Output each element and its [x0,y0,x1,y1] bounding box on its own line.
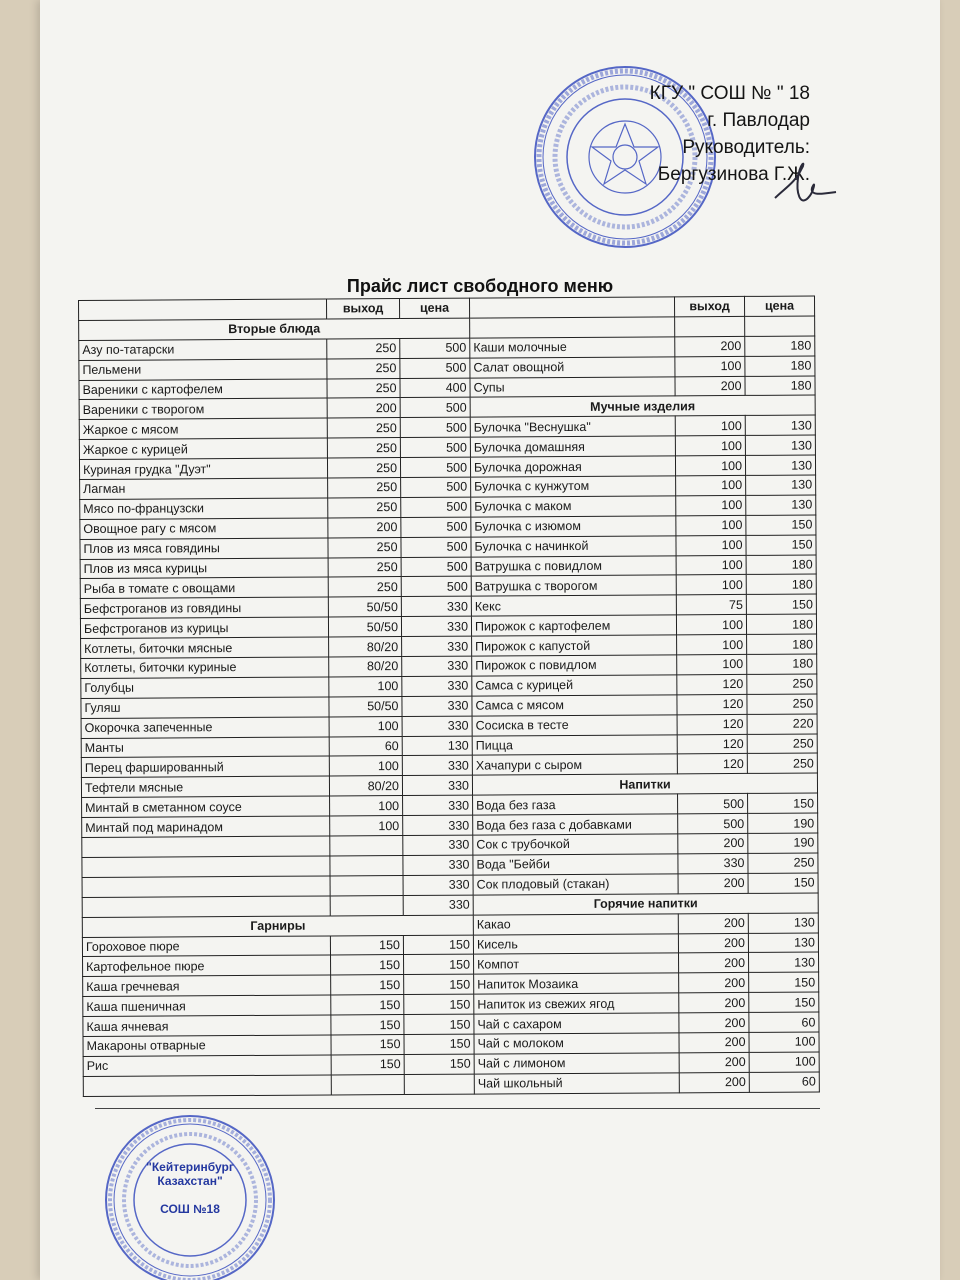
dish-name: Каши молочные [470,337,675,358]
dish-price: 150 [404,974,474,994]
dish-price: 130 [745,415,815,435]
dish-price: 130 [745,455,815,475]
header-line-name: Бергузинова Г.Ж. [657,164,810,185]
dish-name: Пельмени [79,359,327,380]
dish-output: 200 [679,1032,749,1052]
dish-name: Перец фаршированный [81,756,329,777]
dish-output: 250 [327,338,400,358]
table-row [83,1072,819,1096]
dish-price: 330 [402,656,472,676]
dish-price: 330 [403,835,473,855]
dish-output [675,316,745,336]
dish-output: 100 [330,796,403,816]
header-empty-right [469,297,674,318]
dish-output: 150 [331,1054,404,1074]
dish-name: Котлеты, биточки мясные [81,637,329,658]
dish-name: Чай с лимоном [474,1053,679,1074]
dish-price: 330 [401,596,471,616]
dish-name: Булочка с начинкой [471,536,676,557]
dish-price: 150 [746,535,816,555]
dish-output: 200 [675,336,745,356]
dish-name: Мясо по-французски [80,498,328,519]
dish-price: 330 [403,855,473,875]
dish-price: 180 [745,356,815,376]
dish-name: Хачапури с сыром [472,754,677,775]
dish-output: 75 [676,595,746,615]
dish-output [330,895,403,915]
dish-name [82,896,330,917]
dish-output: 250 [327,458,400,478]
dish-output: 150 [330,935,403,955]
dish-name: Чай с сахаром [474,1013,679,1034]
dish-output: 150 [331,955,404,975]
dish-output: 100 [330,816,403,836]
dish-price: 500 [401,557,471,577]
dish-name: Пирожок с повидлом [472,655,677,676]
dish-price: 180 [746,614,816,634]
dish-price: 150 [404,1054,474,1074]
dish-name: Бефстроганов из говядины [80,597,328,618]
dish-output: 100 [676,475,746,495]
dish-name: Кекс [471,595,676,616]
dish-price: 500 [401,497,471,517]
dish-output [330,836,403,856]
dish-price: 180 [746,574,816,594]
dish-price: 190 [748,813,818,833]
dish-name: Напиток из свежих ягод [474,993,679,1014]
header-line-school: КГУ " СОШ № " 18 [649,83,810,104]
dish-price: 100 [749,1032,819,1052]
dish-name: Пирожок с капустой [472,635,677,656]
dish-name: Каша пшеничная [83,995,331,1016]
dish-output: 330 [678,853,748,873]
dish-name: Чай школьный [474,1073,679,1094]
dish-output: 200 [675,376,745,396]
dish-name: Голубцы [81,677,329,698]
dish-price: 500 [401,517,471,537]
dish-price: 150 [746,594,816,614]
dish-price: 500 [400,417,470,437]
dish-output: 250 [327,378,400,398]
dish-price: 250 [748,853,818,873]
dish-price: 500 [400,358,470,378]
dish-output: 100 [676,615,746,635]
dish-name [82,836,330,857]
header-right-output: выход [674,296,744,316]
dish-output: 200 [679,1012,749,1032]
dish-name: Вода "Бейби [473,854,678,875]
dish-price: 500 [400,398,470,418]
dish-price: 150 [404,1034,474,1054]
dish-name: Манты [81,737,329,758]
dish-output: 80/20 [329,776,402,796]
section-heading: Вторые блюда [79,318,470,340]
header-empty-left [79,299,327,320]
dish-name: Чай с молоком [474,1033,679,1054]
dish-output: 80/20 [329,657,402,677]
dish-name: Азу по-татарски [79,339,327,360]
dish-output: 200 [679,993,749,1013]
dish-name: Минтай в сметанном соусе [82,796,330,817]
dish-output: 250 [328,497,401,517]
dish-output: 200 [679,953,749,973]
dish-name: Минтай под маринадом [82,816,330,837]
dish-output: 80/20 [329,637,402,657]
dish-name: Ватрушка с творогом [471,575,676,596]
dish-name: Сосиска в тесте [472,715,677,736]
dish-name: Гороховое пюре [82,935,330,956]
dish-output: 500 [678,814,748,834]
dish-name: Жаркое с мясом [79,418,327,439]
dish-price: 150 [404,1014,474,1034]
dish-output: 200 [678,933,748,953]
dish-name: Самса с курицей [472,675,677,696]
dish-price: 500 [400,457,470,477]
dish-price: 250 [747,753,817,773]
dish-price: 330 [403,795,473,815]
dish-output: 250 [327,358,400,378]
header-left-output: выход [326,299,399,319]
dish-name: Ватрушка с повидлом [471,555,676,576]
seal-name-line1: "Кейтеринбург [146,1160,234,1174]
dish-price: 330 [402,636,472,656]
dish-price: 130 [749,952,819,972]
dish-output: 150 [331,975,404,995]
header-line-city: г. Павлодар [707,110,810,131]
dish-output [331,1074,404,1094]
dish-name: Сок плодовый (стакан) [473,874,678,895]
dish-name: Картофельное пюре [83,955,331,976]
dish-output: 100 [676,555,746,575]
dish-output: 50/50 [328,597,401,617]
document-title: Прайс лист свободного меню [346,276,614,296]
dish-output: 60 [329,736,402,756]
dish-price: 150 [746,515,816,535]
dish-name: Плов из мяса говядины [80,538,328,559]
header-right-price: цена [744,296,814,316]
dish-output: 200 [678,833,748,853]
dish-output: 100 [675,436,745,456]
signature-icon [770,158,840,218]
header-left-price: цена [399,298,469,318]
dish-name: Рис [83,1055,331,1076]
dish-name: Куриная грудка "Дуэт" [79,458,327,479]
seal-school-number: СОШ №18 [160,1202,220,1216]
dish-price: 60 [749,1072,819,1092]
dish-output: 120 [677,734,747,754]
dish-output: 150 [331,1034,404,1054]
dish-name: Макароны отварные [83,1035,331,1056]
dish-price: 60 [749,1012,819,1032]
dish-name: Салат овощной [470,357,675,378]
dish-name: Овощное рагу с мясом [80,518,328,539]
dish-name: Булочка "Веснушка" [470,416,675,437]
dish-name: Каша гречневая [83,975,331,996]
dish-output: 100 [676,575,746,595]
dish-price: 250 [747,734,817,754]
dish-output: 150 [331,995,404,1015]
dish-output: 250 [327,438,400,458]
dish-price: 150 [749,992,819,1012]
dish-price: 130 [748,932,818,952]
dish-name: Плов из мяса курицы [80,558,328,579]
dish-price: 330 [403,875,473,895]
dish-name: Кисель [473,933,678,954]
dish-output: 200 [328,517,401,537]
dish-output: 500 [678,794,748,814]
dish-name: Напиток Мозаика [474,973,679,994]
dish-output: 100 [675,356,745,376]
dish-price: 190 [748,833,818,853]
dish-name: Вода без газа [473,794,678,815]
dish-name: Пицца [472,734,677,755]
dish-output: 100 [677,635,747,655]
dish-price: 330 [403,815,473,835]
dish-price: 100 [749,1052,819,1072]
dish-output: 100 [329,756,402,776]
dish-output: 100 [676,515,746,535]
dish-name [470,317,675,338]
price-table [78,295,820,1096]
dish-output: 100 [329,676,402,696]
dish-name: Вареники с творогом [79,398,327,419]
dish-price: 130 [748,913,818,933]
section-heading: Напитки [472,773,817,795]
dish-name [83,1075,331,1096]
dish-price: 150 [404,954,474,974]
dish-name: Рыба в томате с овощами [80,577,328,598]
dish-name: Сок с трубочкой [473,834,678,855]
dish-name: Котлеты, биточки куриные [81,657,329,678]
dish-name: Тефтели мясные [81,776,329,797]
dish-output: 50/50 [328,617,401,637]
dish-price: 330 [401,616,471,636]
dish-price: 150 [748,873,818,893]
dish-output: 200 [679,973,749,993]
dish-output: 120 [677,694,747,714]
dish-output: 120 [677,674,747,694]
dish-price: 180 [747,654,817,674]
dish-price: 330 [402,775,472,795]
dish-price: 220 [747,714,817,734]
dish-price: 250 [747,674,817,694]
dish-output [330,855,403,875]
dish-name: Вареники с картофелем [79,379,327,400]
dish-name [82,856,330,877]
dish-price: 150 [749,972,819,992]
dish-name: Жаркое с курицей [79,438,327,459]
dish-price: 130 [746,475,816,495]
dish-name: Окорочка запеченные [81,717,329,738]
dish-output: 200 [678,873,748,893]
dish-price: 500 [400,437,470,457]
dish-price [404,1074,474,1094]
dish-price [745,316,815,336]
company-seal-text [140,1160,240,1216]
dish-price: 330 [402,716,472,736]
dish-name [82,876,330,897]
header-line-role: Руководитель: [682,137,810,158]
dish-name: Пирожок с картофелем [471,615,676,636]
dish-output: 100 [675,456,745,476]
dish-output: 200 [679,1052,749,1072]
dish-output: 250 [328,577,401,597]
dish-price: 330 [402,756,472,776]
dish-price: 500 [400,338,470,358]
dish-price: 150 [748,793,818,813]
dish-name: Каша ячневая [83,1015,331,1036]
dish-name: Вода без газа с добавками [473,814,678,835]
dish-output: 100 [676,495,746,515]
dish-name: Булочка дорожная [470,456,675,477]
dish-name: Гуляш [81,697,329,718]
dish-output: 250 [328,537,401,557]
dish-price: 130 [402,736,472,756]
dish-price: 500 [401,537,471,557]
dish-name: Супы [470,376,675,397]
section-heading: Гарниры [82,915,473,937]
dish-output [330,875,403,895]
dish-price: 250 [747,694,817,714]
dish-name: Бефстроганов из курицы [80,617,328,638]
dish-price: 400 [400,378,470,398]
dish-price: 330 [402,696,472,716]
dish-price: 150 [404,994,474,1014]
section-heading: Горячие напитки [473,893,818,915]
dish-price: 150 [403,935,473,955]
dish-name: Булочка с изюмом [471,516,676,537]
dish-output: 200 [678,913,748,933]
dish-name: Какао [473,913,678,934]
dish-name: Булочка с маком [471,496,676,517]
dish-price: 180 [745,336,815,356]
section-heading: Мучные изделия [470,395,815,417]
dish-price: 500 [401,477,471,497]
dish-name: Самса с мясом [472,695,677,716]
dish-output: 200 [679,1072,749,1092]
dish-output: 250 [327,418,400,438]
dish-output: 150 [331,1015,404,1035]
dish-output: 120 [677,754,747,774]
bottom-rule [95,1108,820,1109]
dish-price: 180 [745,376,815,396]
dish-price: 330 [402,676,472,696]
dish-name: Булочка с кунжутом [471,476,676,497]
dish-name: Лагман [80,478,328,499]
dish-name: Компот [474,953,679,974]
dish-output: 100 [675,416,745,436]
dish-output: 50/50 [329,696,402,716]
dish-output: 200 [327,398,400,418]
dish-output: 100 [676,535,746,555]
dish-output: 120 [677,714,747,734]
dish-price: 180 [746,555,816,575]
dish-output: 250 [328,557,401,577]
dish-output: 250 [328,478,401,498]
dish-price: 130 [745,435,815,455]
dish-output: 100 [329,716,402,736]
dish-price: 180 [747,634,817,654]
dish-output: 100 [677,654,747,674]
dish-price: 130 [746,495,816,515]
dish-price: 500 [401,577,471,597]
seal-name-line2: Казахстан" [157,1174,223,1188]
dish-price: 330 [403,895,473,915]
dish-name: Булочка домашняя [470,436,675,457]
